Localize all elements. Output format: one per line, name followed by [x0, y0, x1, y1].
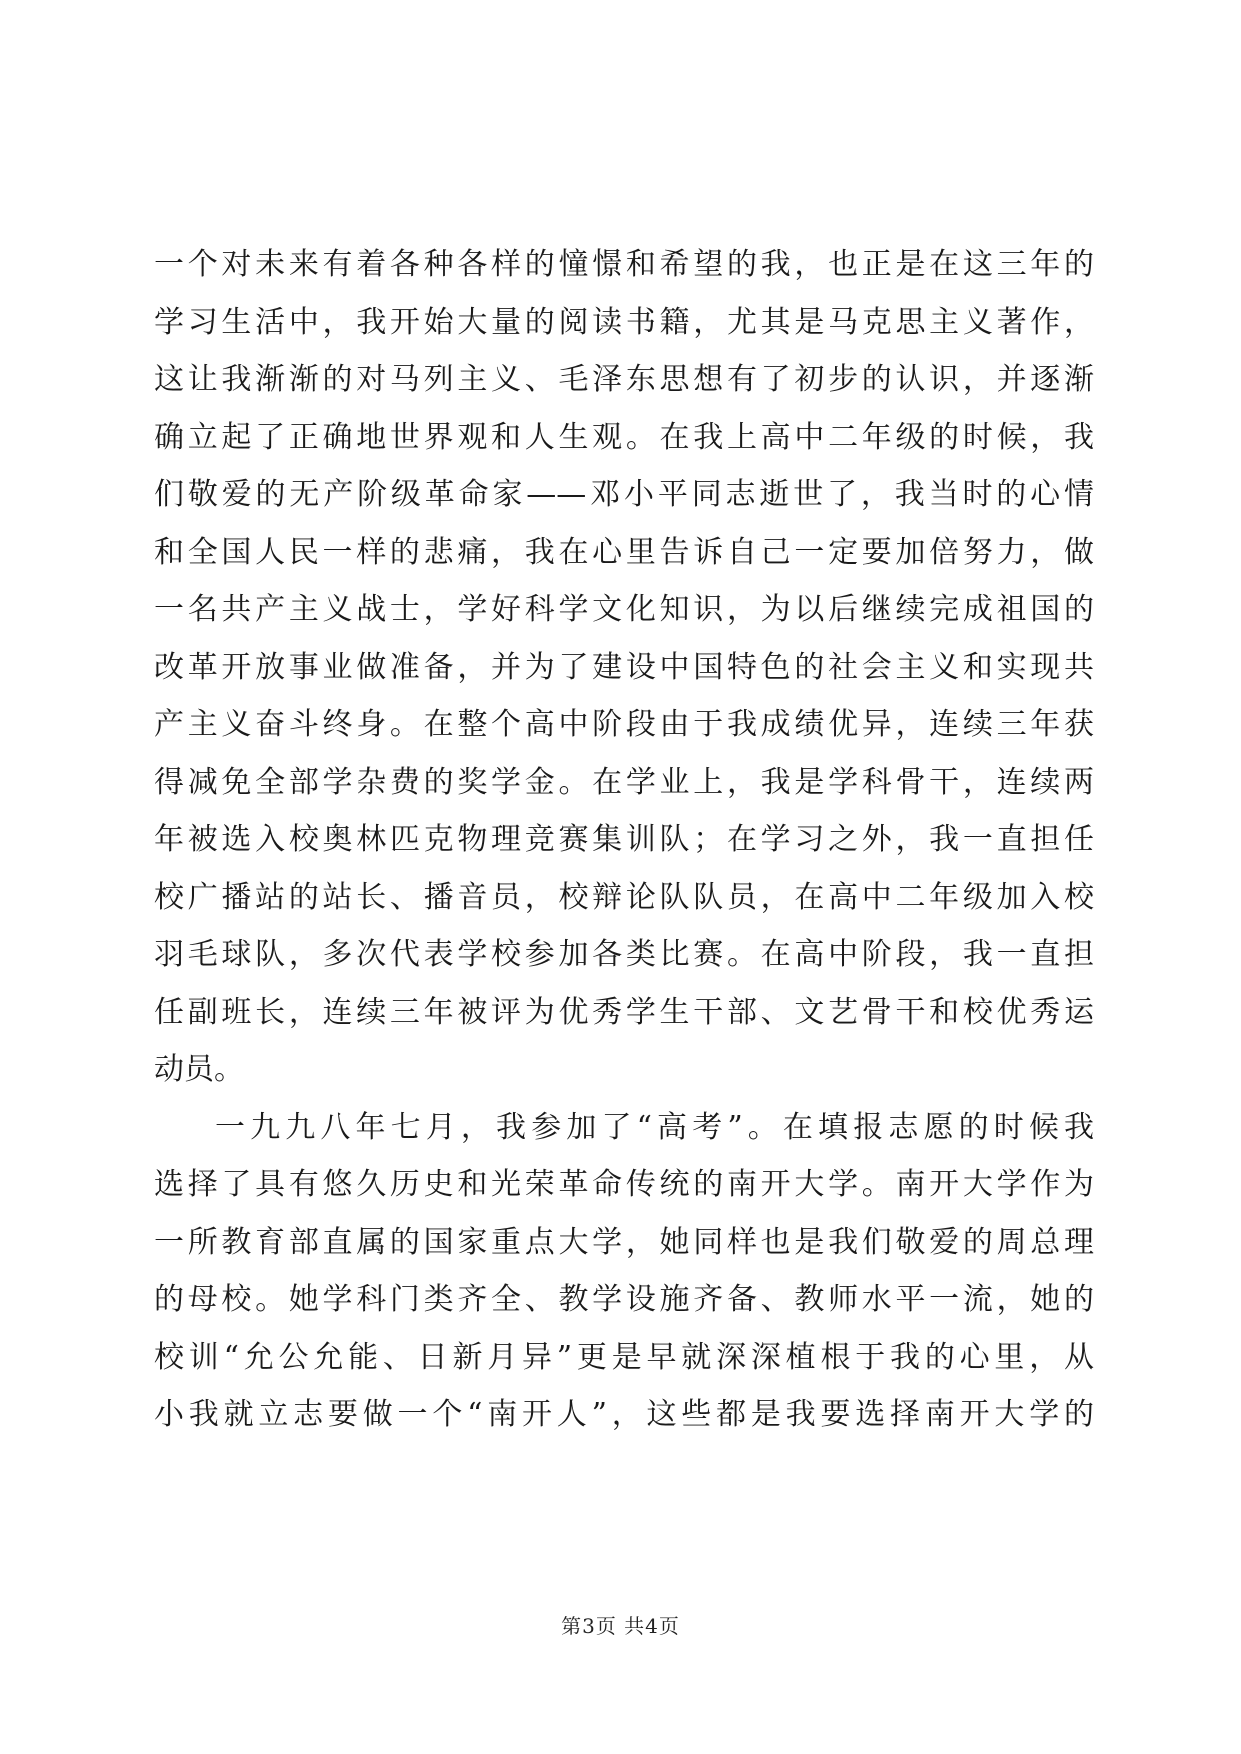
body-text [154, 236, 1094, 1444]
text-line: 动员。 [154, 1052, 244, 1087]
text-line: 得减免全部学杂费的奖学金。在学业上，我是学科骨干，连续两 [154, 764, 1094, 800]
text-line: 校广播站的站长、播音员，校辩论队队员，在高中二年级加入校 [154, 879, 1094, 915]
text-line: 一名共产主义战士，学好科学文化知识，为以后继续完成祖国的 [154, 592, 1094, 627]
text-line: 任副班长，连续三年被评为优秀学生干部、文艺骨干和校优秀运 [154, 994, 1094, 1030]
text-line: 改革开放事业做准备，并为了建设中国特色的社会主义和实现共 [154, 649, 1094, 685]
text-line: 学习生活中，我开始大量的阅读书籍，尤其是马克思主义著作， [154, 304, 1094, 340]
text-line: 确立起了正确地世界观和人生观。在我上高中二年级的时候，我 [154, 419, 1094, 455]
text-line: 选择了具有悠久历史和光荣革命传统的南开大学。南开大学作为 [154, 1167, 1094, 1202]
text-line: 们敬爱的无产阶级革命家——邓小平同志逝世了，我当时的心情 [154, 477, 1094, 512]
paragraph-first-line: 一九九八年七月，我参加了“高考”。在填报志愿的时候我 [215, 1109, 1094, 1145]
text-line: 年被选入校奥林匹克物理竞赛集训队；在学习之外，我一直担任 [154, 822, 1094, 857]
text-line: 的母校。她学科门类齐全、教学设施齐备、教师水平一流，她的 [154, 1282, 1094, 1317]
text-line: 羽毛球队，多次代表学校参加各类比赛。在高中阶段，我一直担 [154, 937, 1094, 972]
page-number-label: 第3页 共4页 [561, 1614, 680, 1638]
text-line: 校训“允公允能、日新月异”更是早就深深植根于我的心里，从 [154, 1339, 1094, 1375]
text-line: 和全国人民一样的悲痛，我在心里告诉自己一定要加倍努力，做 [154, 534, 1094, 570]
text-line: 产主义奋斗终身。在整个高中阶段由于我成绩优异，连续三年获 [154, 707, 1094, 742]
text-line: 这让我渐渐的对马列主义、毛泽东思想有了初步的认识，并逐渐 [154, 362, 1094, 397]
text-line: 一所教育部直属的国家重点大学，她同样也是我们敬爱的周总理 [154, 1224, 1094, 1260]
text-line: 小我就立志要做一个“南开人”，这些都是我要选择南开大学的 [154, 1397, 1094, 1432]
page-footer [0, 1612, 1241, 1640]
text-line: 一个对未来有着各种各样的憧憬和希望的我，也正是在这三年的 [154, 247, 1094, 282]
